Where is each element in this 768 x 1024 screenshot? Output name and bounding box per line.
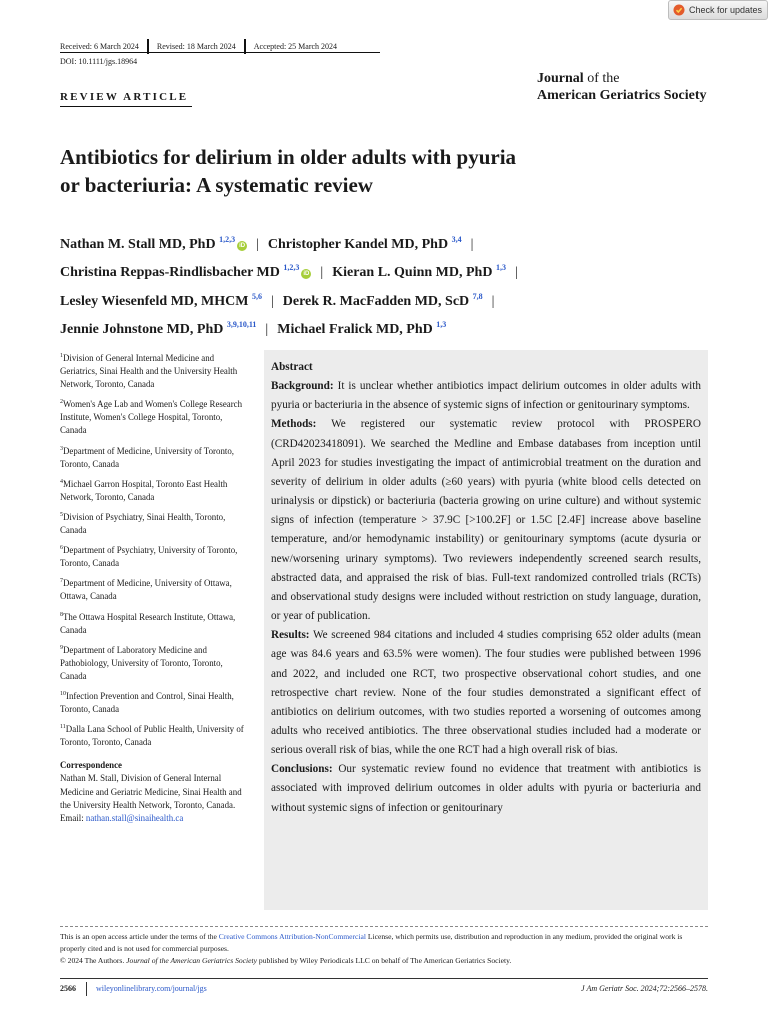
author-affil-sup[interactable]: 7,8 (472, 291, 483, 301)
author-list (60, 228, 700, 341)
orcid-icon[interactable]: iD (239, 243, 246, 249)
author-line (60, 228, 700, 256)
check-for-updates-button[interactable] (668, 0, 768, 20)
author-affil-sup[interactable]: 1,2,3 (219, 235, 236, 244)
author-affil-sup[interactable]: 1,3 (436, 319, 447, 329)
author-separator: | (470, 237, 474, 252)
correspondence-title: Correspondence (60, 760, 122, 771)
affiliation-num: 3 (60, 445, 63, 452)
copyright-post: published by Wiley Periodicals LLC on behalf of The American Geriatrics Society. (257, 955, 512, 965)
license-footer (60, 931, 708, 966)
author-name[interactable]: Lesley Wiesenfeld MD, MHCM (60, 293, 249, 309)
abstract-results (271, 626, 701, 760)
check-updates-icon (673, 4, 685, 16)
affiliation-item (60, 688, 250, 716)
accepted-date: Accepted: 25 March 2024 (253, 42, 338, 51)
orcid-icon[interactable]: iD (303, 271, 310, 278)
affiliation-item (60, 350, 250, 391)
email-link[interactable]: nathan.stall@sinaihealth.ca (85, 812, 184, 823)
author-name[interactable]: Michael Fralick MD, PhD (277, 321, 433, 337)
author-name[interactable]: Kieran L. Quinn MD, PhD (332, 265, 493, 281)
author-affil-sup[interactable]: 1,2,3 (283, 263, 300, 273)
article-title-line1: Antibiotics for delirium in older adults with pyuria (60, 145, 517, 169)
author-affil-sup[interactable]: 3,9,10,11 (226, 319, 257, 329)
affiliation-item (60, 509, 250, 537)
article-title (60, 143, 660, 199)
doi[interactable]: DOI: 10.1111/jgs.18964 (60, 57, 138, 66)
header-rule (60, 52, 380, 53)
affiliation-text: Department of Medicine, University of Ottawa, Ottawa, Canada (60, 578, 232, 602)
affiliation-item (60, 575, 250, 603)
author-line (60, 313, 700, 341)
revised-date: Revised: 18 March 2024 (156, 42, 236, 51)
correspondence-email-line (60, 812, 250, 825)
author-affil-sup[interactable]: 3,4 (451, 235, 462, 244)
methods-text: We registered our systematic review protocol with PROSPERO (CRD42023418091). We searched the Medline and Embase databases from inception until April 2023 for studies investigating the impact of antimicrobial treatment on the duration and severity of delirium in older adults (≥60 years) with pyuria (white blood cells detected on urinalysis or dipstick) or bacteriuria (bacteria growing on urine culture) and without systemic signs of infection (temperature > 37.9C [>100.2F] or 1.5C [2.4F] increase above baseline temperature, and/or hemodynamic instability) or genitourinary symptoms (acute dysuria or new/worsening urinary symptoms). Two reviewers independently screened search results, abstracted data, and appraised the risk of bias. Full-text randomized controlled trials (RCTs) and observational study designs were included without restriction on study language, duration, or year of publication. (271, 418, 701, 623)
abstract-methods (271, 415, 701, 626)
article-title-line2: or bacteriuria: A systematic review (60, 173, 373, 197)
page-number: 2566 (60, 984, 76, 993)
author-separator: | (270, 293, 274, 309)
article-type: REVIEW ARTICLE (60, 91, 189, 103)
citation: J Am Geriatr Soc. 2024;72:2566–2578. (581, 984, 708, 993)
journal-name (537, 70, 707, 104)
author-affil-sup[interactable]: 5,6 (251, 291, 262, 301)
author-name[interactable]: Christina Reppas-Rindlisbacher MD (60, 265, 280, 281)
check-updates-label: Check for updates (689, 5, 763, 15)
journal-site-link[interactable]: wileyonlinelibrary.com/journal/jgs (96, 984, 207, 993)
affiliation-text: Division of Psychiatry, Sinai Health, Toronto, Canada (60, 511, 226, 536)
affiliation-text: Department of Medicine, University of Toronto, Toronto, Canada (60, 445, 235, 469)
affiliation-num: 8 (60, 611, 63, 618)
conclusions-text: Our systematic review found no evidence that treatment with antibiotics is associated with improved delirium outcomes in older adults with pyuria or bacteriuria and without systemic signs of infection or genitourinary (271, 763, 701, 814)
abstract-box (264, 350, 708, 910)
page-separator (86, 982, 87, 996)
affiliation-num: 2 (60, 399, 63, 406)
affiliation-text: Infection Prevention and Control, Sinai Health, Toronto, Canada (60, 690, 234, 715)
conclusions-label: Conclusions: (271, 763, 333, 776)
author-separator: | (320, 265, 324, 281)
affiliation-text: Division of General Internal Medicine and Geriatrics, Sinai Health and the University Health Network, Toronto, Canada (60, 353, 238, 390)
author-name[interactable]: Jennie Johnstone MD, PhD (60, 321, 224, 337)
license-post: License, which permits use, distribution and reproduction in any medium, provided the original work is properly cited and is not used for commercial purposes. (60, 932, 683, 953)
abstract-title: Abstract (271, 361, 313, 373)
license-link[interactable]: Creative Commons Attribution-NonCommercial (218, 932, 366, 941)
background-label: Background: (271, 380, 334, 393)
author-separator: | (514, 265, 518, 281)
received-date: Received: 6 March 2024 (60, 42, 139, 51)
copyright-text (60, 955, 708, 967)
affiliation-text: Department of Psychiatry, University of Toronto, Toronto, Canada (60, 545, 238, 569)
journal-name-bold: Journal (537, 71, 584, 86)
affiliation-num: 7 (60, 578, 63, 585)
journal-name-line2: American Geriatrics Society (537, 88, 707, 103)
affiliation-num: 4 (60, 478, 63, 485)
affiliation-num: 10 (60, 690, 66, 697)
affiliation-item (60, 476, 250, 504)
results-label: Results: (271, 629, 310, 642)
author-separator: | (265, 321, 269, 337)
abstract-conclusions (271, 760, 701, 817)
affiliation-text: The Ottawa Hospital Research Institute, Ottawa, Canada (60, 611, 236, 635)
abstract-background (271, 377, 701, 415)
affiliation-num: 5 (60, 511, 63, 518)
background-text: It is unclear whether antibiotics impact delirium outcomes in older adults with pyuria or bacteriuria in the absence of systemic signs of infection or genitourinary symptoms. (271, 380, 701, 412)
author-name[interactable]: Derek R. MacFadden MD, ScD (282, 293, 470, 309)
affiliation-item (60, 609, 250, 637)
journal-name-rest: of the (583, 71, 620, 86)
affiliation-text: Michael Garron Hospital, Toronto East Health Network, Toronto, Canada (60, 478, 228, 502)
affiliation-num: 1 (60, 353, 63, 359)
author-affil-sup[interactable]: 1,3 (495, 263, 506, 273)
correspondence-text: Nathan M. Stall, Division of General Internal Medicine and Geriatric Medicine, Sinai Health and the University Health Network, Toronto, Canada. (60, 773, 242, 810)
affiliation-num: 11 (60, 724, 66, 731)
license-pre: This is an open access article under the terms of the (60, 932, 219, 941)
results-text: We screened 984 citations and included 4 studies comprising 652 older adults (mean age was 84.6 years and 63.5% were women). The four studies were published between 1996 and 2022, and included one RCT, two prospective observational cohort studies, and one retrospective chart review. None of the four studies demonstrated a significant effect of antibiotics on delirium outcomes, with two studies reported a worsening of outcomes among adults who received antibiotics. The three observational studies included had a moderate or serious overall risk of bias, while the one RCT had a high overall risk of bias. (271, 629, 701, 757)
affiliation-text: Dalla Lana School of Public Health, University of Toronto, Toronto, Canada (60, 724, 244, 748)
affiliation-num: 6 (60, 545, 63, 552)
license-text (60, 931, 708, 955)
author-name[interactable]: Christopher Kandel MD, PhD (267, 237, 449, 252)
affiliation-text: Department of Laboratory Medicine and Pathobiology, University of Toronto, Toronto, Canada (60, 644, 223, 681)
affiliation-text: Women's Age Lab and Women's College Research Institute, Women's College Hospital, Toronto, Canada (60, 399, 243, 436)
affiliation-item (60, 396, 250, 437)
copyright-pre: © 2024 The Authors. (60, 955, 127, 965)
copyright-journal: Journal of the American Geriatrics Society (126, 955, 257, 965)
footer-rule (60, 926, 708, 927)
author-name[interactable]: Nathan M. Stall MD, PhD (60, 237, 216, 252)
author-line (60, 285, 700, 313)
author-separator: | (491, 293, 495, 309)
affiliation-item (60, 542, 250, 570)
affiliation-num: 9 (60, 644, 63, 651)
methods-label: Methods: (271, 418, 317, 431)
author-separator: | (256, 237, 259, 252)
affiliation-item (60, 642, 250, 683)
email-label: Email: (60, 812, 86, 823)
article-type-rule (60, 106, 192, 107)
affiliation-item (60, 443, 250, 471)
page-footer-rule (60, 978, 708, 979)
affiliation-item (60, 721, 250, 749)
affiliations (60, 350, 250, 825)
author-line (60, 256, 700, 284)
